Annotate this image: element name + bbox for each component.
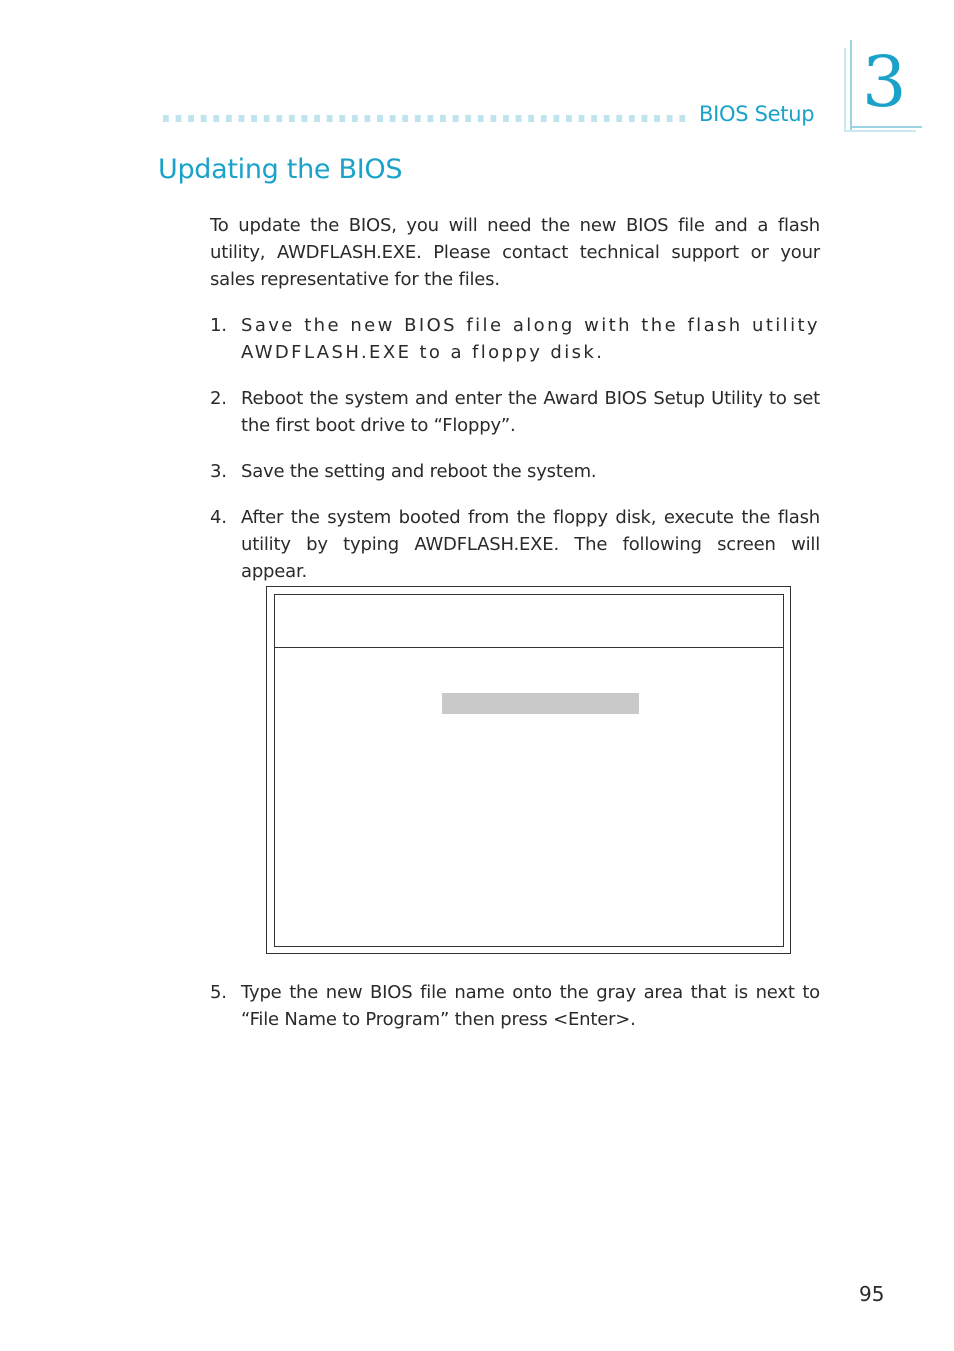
list-item bbox=[210, 979, 820, 1033]
flash-screen-divider bbox=[275, 647, 783, 648]
chapter-tab-line bbox=[850, 126, 922, 128]
list-item-number: 5. bbox=[210, 982, 227, 1003]
list-item-number: 2. bbox=[210, 388, 227, 409]
list-item bbox=[210, 312, 820, 366]
chapter-tab bbox=[844, 40, 922, 132]
list-item bbox=[210, 385, 820, 439]
list-item-text: Reboot the system and enter the Award BIOS Setup Utility to set the first boot drive to “Floppy”. bbox=[241, 388, 820, 436]
chapter-tab-line bbox=[850, 40, 852, 132]
flash-screen bbox=[274, 594, 784, 947]
page-title: Updating the BIOS bbox=[158, 154, 403, 185]
file-name-input[interactable] bbox=[442, 693, 639, 714]
chapter-tab-line bbox=[844, 130, 916, 132]
chapter-tab-line bbox=[844, 48, 846, 132]
list-item-text: Type the new BIOS file name onto the gray area that is next to “File Name to Program” then press <Enter>. bbox=[241, 982, 820, 1030]
list-item-text: Save the setting and reboot the system. bbox=[241, 461, 597, 482]
header-dotted-rule bbox=[163, 115, 690, 122]
intro-paragraph: To update the BIOS, you will need the new BIOS file and a flash utility, AWDFLASH.EXE. Please contact technical support or your sales representative for the files. bbox=[210, 215, 820, 290]
list-item bbox=[210, 458, 820, 485]
page-number: 95 bbox=[859, 1282, 885, 1306]
list-item-text: After the system booted from the floppy disk, execute the flash utility by typing AWDFLASH.EXE. The following screen will appear. bbox=[241, 507, 820, 582]
list-item bbox=[210, 504, 820, 585]
section-label: BIOS Setup bbox=[699, 102, 815, 126]
list-item-number: 1. bbox=[210, 315, 227, 336]
list-item-number: 4. bbox=[210, 507, 227, 528]
chapter-number: 3 bbox=[862, 41, 907, 123]
list-item-number: 3. bbox=[210, 461, 227, 482]
list-item-text: Save the new BIOS file along with the flash utility AWDFLASH.EXE to a floppy disk. bbox=[241, 315, 820, 363]
